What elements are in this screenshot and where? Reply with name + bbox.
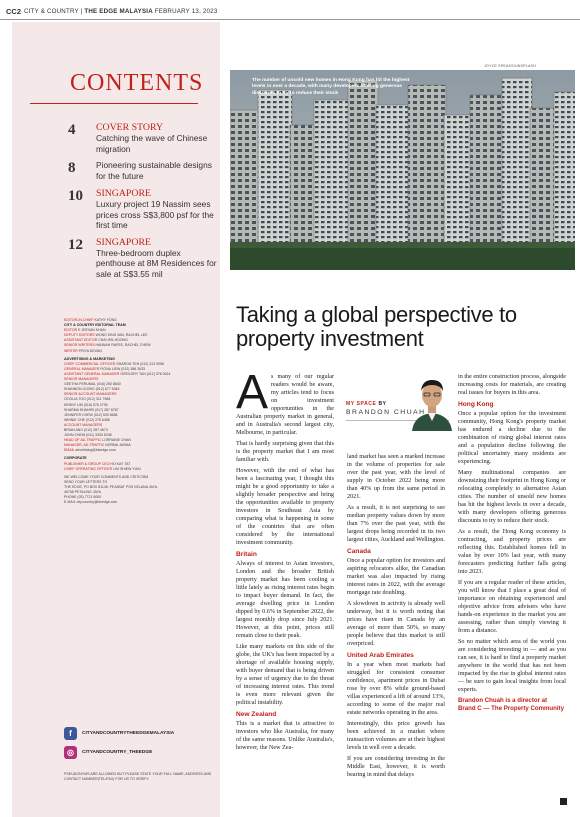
facebook-handle: CITYANDCOUNTRYTHEEDGEMALAYSIA (82, 731, 175, 736)
staff-role: CHIEF COMMERCIAL OFFICER (64, 361, 117, 366)
staff-name: SHARON TEH (012) 313 9056 (116, 361, 164, 366)
paragraph: This is a market that is attractive to investors who like Australia, for many of the same reasons. Unlike Australia's, however, the New Zea- (236, 721, 334, 751)
apartment-buildings-illustration (230, 70, 575, 270)
staff-line: WE WELCOME YOUR COMMENTS AND CRITICISM (64, 474, 149, 479)
paragraph: Once a popular option for the investment community, Hong Kong's property market has endured a decline due to the combination of rising global interest rates and a population decline following the political uncertainty many residents are experiencing. (458, 411, 566, 465)
advertising-team (64, 357, 214, 454)
staff-name: NORMA JASMA (105, 443, 131, 448)
toc-item-19-nassim[interactable] (68, 188, 218, 231)
paragraph: Many multinational companies are downsizing their footprint in Hong Kong or relocating completely to alternative Asian cities. The number of unsold new homes has hit the highest levels in over a decade, with many developers offering generous discounts to try to reduce their stock. (458, 470, 566, 524)
staff-role: CHIEF OPERATING OFFICER (64, 466, 114, 471)
instagram-handle: CITYANDCOUNTRY_THEEDGE (82, 750, 153, 755)
staff-line: THE EDGE, PO BOX 81148, PEJABAT POS KELANA JAYA, (64, 484, 159, 489)
staff-line: CORPORATE (64, 456, 87, 461)
toc-item-cover-story[interactable] (68, 122, 218, 154)
staff-name: KENNY LIM (016) 578 2735 (64, 402, 108, 407)
header-section: CITY & COUNTRY | THE EDGE MALAYSIA FEBRUARY 13, 2023 (24, 8, 218, 15)
paragraph: Interestingly, this price growth has been achieved in a market where transaction volumes are at their highest levels in well over a decade. (347, 721, 445, 751)
editorial-team (64, 318, 214, 354)
article-column-1 (236, 366, 334, 755)
staff-role: EDITOR (64, 328, 79, 333)
staff-role: ASSISTANT EDITOR (64, 338, 99, 343)
staff-role: SENIOR MANAGERS (64, 377, 99, 382)
toc-title: Pioneering sustainable designs for the future (96, 160, 212, 181)
staff-name: SHANNON LEONG (012) 677 5345 (64, 387, 120, 392)
author-portrait (410, 373, 454, 431)
subhead-canada: Canada (347, 548, 371, 555)
staff-name: LORRAINE CHAN (102, 438, 131, 443)
paragraph: As a result, the Hong Kong economy is contracting, and property prices are reflecting this. Established homes fell in value by over 10% last year, with many forecasters predicting further falls going into 2023. (458, 529, 566, 575)
article-headline: Taking a global perspective to property investment (236, 302, 517, 351)
table-of-contents (68, 122, 218, 285)
toc-title: Three-bedroom duplex penthouse at 8M Residences for sale at S$3.55 mil (96, 247, 217, 279)
apartment-tower (502, 78, 532, 270)
paragraph: in the entire construction process, alongside increasing costs for materials, are creating real issues for buyers in this area. (458, 374, 566, 396)
author-avatar (410, 373, 454, 431)
facebook-icon: f (64, 727, 77, 740)
staff-name: GREGORY TAN (012) 376 0614 (120, 371, 171, 376)
staff-role: HEAD OF AD-TRAFFIC (64, 438, 103, 443)
subhead-hong-kong: Hong Kong (458, 401, 494, 408)
staff-role: SENIOR WRITERS (64, 343, 96, 348)
staff-line: CITY & COUNTRY EDITORIAL TEAM (64, 323, 126, 328)
subhead-britain: Britain (236, 551, 257, 558)
toc-page-number: 8 (68, 160, 76, 176)
toc-item-sustainable[interactable] (68, 160, 218, 182)
staff-name: FIONA LIEW (012) 386 2633 (100, 366, 145, 371)
paragraph: Once a popular option for investors and aspiring relocators alike, the Canadian market was also impacted by rising interest rates in 2022, with the average mortgage rate doubling. (347, 558, 445, 596)
staff-masthead (64, 318, 214, 508)
end-of-article-icon (560, 798, 567, 805)
staff-name: JOHN CHEW (011) 3300 5238 (64, 433, 112, 438)
page-number: CC2 (6, 7, 22, 16)
staff-role: GENERAL MANAGER (64, 366, 101, 371)
column-label: MY SPACE BY (346, 401, 387, 407)
instagram-link[interactable] (64, 746, 214, 759)
staff-role: WRITER (64, 348, 79, 353)
paragraph: However, with the end of what has been a fascinating year, I thought this might be a good opportunity to take a slightly broader perspective and bring the opportunities available to property investors in Southeast Asia by comparing what is happening in some of the countries that are often considered by the international investment community. (236, 468, 334, 546)
toc-page-number: 4 (68, 122, 76, 138)
contact-info (64, 475, 214, 506)
apartment-tower (348, 80, 378, 270)
paragraph: If you are a regular reader of these articles, you will know that I place a great deal of importance on obtaining experienced and objective advice from advisers who have hands-on experience in the market you are assessing, rather than simply viewing it from a distance. (458, 580, 566, 634)
toc-section: COVER STORY (96, 122, 164, 133)
staff-role: EDITOR-IN-CHIEF (64, 318, 95, 322)
paragraph: That is hardly surprising given that this is the property market that I am most familiar with. (236, 441, 334, 463)
staff-role: ACCOUNT MANAGERS (64, 422, 103, 427)
staff-name: BRIAN ANG (012) 287 4673 (64, 427, 108, 432)
staff-role: EMAIL (64, 448, 76, 453)
contents-title: CONTENTS (70, 70, 204, 96)
staff-name: HANNAH RAFEE, RACHEL CHEW (95, 343, 151, 348)
paragraph: A slowdown in activity is already well underway, but it is worth noting that prices have risen in Canada by an average of more than 50%, so many people believe that this market is still overpriced. (347, 601, 445, 647)
staff-line: E-MAIL city.country@bizedge.com (64, 500, 118, 505)
toc-title: Catching the wave of Chinese migration (96, 133, 208, 154)
staff-line (64, 349, 214, 354)
photo-caption: The number of unsold new homes in Hong Kong has hit the highest levels in over a decade, with many developers offering generous discounts to try to reduce their stock (252, 78, 410, 96)
drop-cap: A (236, 366, 269, 419)
paragraph: If you are considering investing in the Middle East, however, it is worth bearing in mind that delays (347, 756, 445, 778)
social-links (64, 727, 214, 765)
photo-credit: JOYCE SPEAKS/UNSPLASH (484, 64, 536, 68)
staff-name: CECILIA TOO (012) 311 7658 (64, 397, 111, 402)
staff-role: ASSISTANT GENERAL MANAGER (64, 371, 121, 376)
toc-page-number: 12 (68, 236, 83, 253)
author-bio: Brandon Chuah is a director at Brand C — The Property Community (458, 697, 564, 712)
paragraph: As a result, it is not surprising to see median property values down by more than 7% over the past year, with the largest drops being recorded in its two largest cities, Auckland and Wellington. (347, 505, 445, 543)
staff-line (64, 467, 214, 472)
hong-kong-apartments-photo (230, 70, 575, 270)
staff-name: CHAI HSI-HOONG (98, 338, 128, 343)
staff-line: ADVERTISING & MARKETING (64, 356, 115, 361)
page-header (0, 0, 580, 18)
staff-line: SEND YOUR LETTERS TO (64, 479, 108, 484)
staff-name: advertising@bizedge.com (75, 448, 116, 453)
staff-line: 46768 PETALING JAYA (64, 490, 101, 494)
article-column-3 (458, 373, 566, 715)
staff-name: WINNIE CHE (012) 275 6456 (64, 417, 110, 422)
subhead-new-zealand: New Zealand (236, 711, 277, 718)
facebook-link[interactable] (64, 727, 214, 740)
toc-section: SINGAPORE (96, 188, 151, 199)
staff-name: JENNIFER CHEW (012) 533 6656 (64, 412, 118, 417)
toc-title: Luxury project 19 Nassim sees prices cross S$3,800 psf for the first time (96, 199, 214, 230)
footnote: PSEUDONYMS ARE ALLOWED BUT PLEASE STATE YOUR FULL NAME, ADDRESS AND CONTACT NUMBER(TEL/FAX) FOR US TO VERIFY. (64, 772, 212, 781)
staff-name: HO KAY TAT (110, 461, 131, 466)
toc-item-8m-residences[interactable] (68, 237, 218, 280)
staff-name: PRIYA DEVAN (78, 348, 102, 353)
toc-section: SINGAPORE (96, 236, 151, 248)
staff-role: MANAGER, AD-TRAFFIC (64, 443, 106, 448)
instagram-icon: ◎ (64, 746, 77, 759)
staff-role: SENIOR ACCOUNT MANAGERS (64, 392, 117, 397)
staff-name: WONG KING WAI, RACHEL LEE (95, 333, 148, 338)
staff-line: PHONE (03) 7721 8000 (64, 495, 102, 500)
staff-name: KATHY FONG (94, 318, 117, 322)
staff-name: SHARMA SHAHIRI (017) 287 8787 (64, 407, 119, 412)
staff-name: LIM SHIEW YUIN (113, 466, 141, 471)
paragraph: s many of our regular readers would be aware, my articles tend to focus on investment opportunities in the Australian property market in general, and in Australia's second largest city, Melbourne, in particular. (236, 374, 334, 436)
paragraph: So no matter which area of the world you are considering investing in — and as you can see, it is hard to find a property market anywhere in the world that has not been impacted by the rise in global interest rates — be sure to gain local insights from local experts. (458, 639, 566, 693)
corporate-team (64, 456, 214, 471)
toc-page-number: 10 (68, 188, 83, 204)
paragraph: Like many markets on this side of the globe, the UK's has been impacted by a shortage of available housing supply, with buyer demand that is being driven by a sense of urgency due to the threat of increasing interest rates. This trend is even more relevant given the political instability. (236, 644, 334, 706)
header-rule (0, 19, 580, 20)
article-column-2 (347, 453, 445, 782)
paragraph: land market has seen a marked increase in the volume of properties for sale over the past year, with the level of supply in October 2022 being more than 40% up from the same period in 2021. (347, 454, 445, 500)
staff-role: DEPUTY EDITORS (64, 333, 96, 338)
paragraph: In a year when most markets had struggled for consistent consumer confidence, apartment prices in Dubai rose by over 8% while ground-based villas experienced a lift of around 13%, according to some of the major real estate networks operating in the area. (347, 662, 445, 716)
paragraph: Always of interest to Asian investors, London and the broader British property market has been cooling a little lately as rising interest rates begin to impact buyer demand. In fact, the average dwelling price in London dipped by 0.6% in September 2022, the largest monthly drop since July 2021. However, at this point, prices still remain close to their peak. (236, 561, 334, 639)
staff-role: PUBLISHER & GROUP CEO (64, 461, 111, 466)
staff-name: E JEEVAN KHAN (78, 328, 106, 333)
staff-name: GEETHA PERUMAL (016) 250 8640 (64, 382, 121, 387)
staff-line (64, 448, 214, 453)
contents-divider (30, 103, 198, 104)
subhead-uae: United Arab Emirates (347, 652, 414, 659)
author-name: BRANDON CHUAH (346, 409, 426, 416)
